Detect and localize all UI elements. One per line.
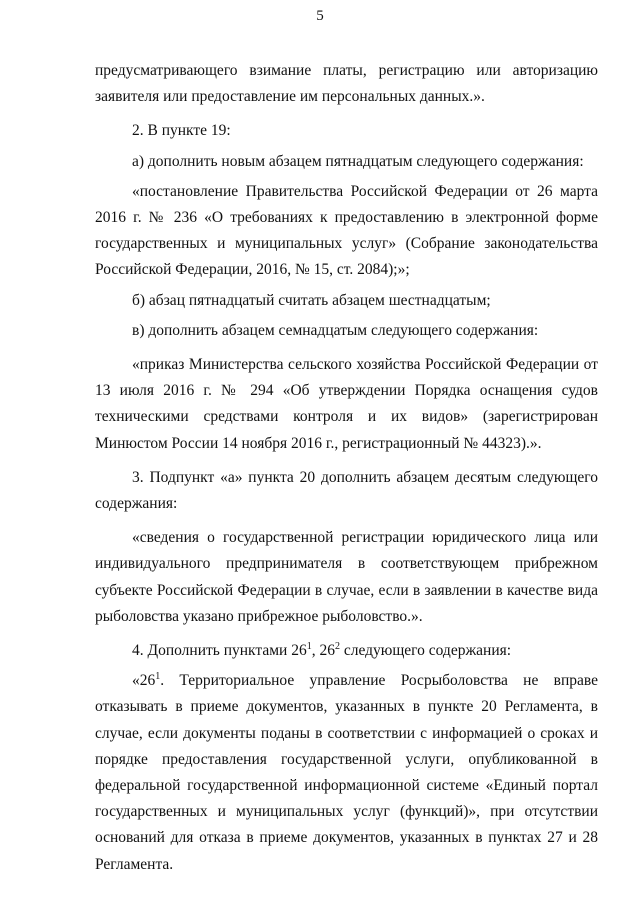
document-body	[95, 58, 598, 878]
quote-26-text-b: . Территориальное управление Росрыболовства не вправе отказывать в приеме документов, указанных в пункте 20 Регламента, в случае, если документы поданы в соответствии с информацией о сроках и порядке предоставления государственной услуги, опубликованной в федеральной государственной информационной системе «Единый портал государственных и муниципальных услуг (функций)», при отсутствии оснований для отказа в приеме документов, указанных в пунктах 27 и 28 Регламента.	[95, 672, 598, 873]
paragraph-item-2c: в) дополнить абзацем семнадцатым следующего содержания:	[132, 321, 539, 339]
item-4-text-a: 4. Дополнить пунктами 26	[132, 642, 307, 660]
item-4-text-b: , 26	[311, 642, 335, 660]
paragraph-item-2b: б) абзац пятнадцатый считать абзацем шестнадцатым;	[132, 291, 491, 309]
paragraph-continuation: предусматривающего взимание платы, регистрацию или авторизацию заявителя или предоставление им персональных данных.».	[95, 62, 598, 106]
paragraph-item-4	[95, 638, 598, 664]
paragraph-item-2a: а) дополнить новым абзацем пятнадцатым следующего содержания:	[132, 152, 584, 170]
item-4-superscript-2: 2	[334, 641, 340, 653]
paragraph-item-2: 2. В пункте 19:	[132, 122, 231, 140]
quote-26-superscript: 1	[155, 671, 161, 683]
paragraph-quote-registration: «сведения о государственной регистрации юридического лица или индивидуального предпринимателя в соответствующем прибрежном субъекте Российской Федерации в случае, если в заявлении в качестве вида рыболовства указано прибрежное рыболовство.».	[95, 529, 598, 625]
paragraph-quote-26-1	[95, 668, 598, 878]
quote-26-text-a: «26	[132, 672, 156, 690]
item-4-superscript-1: 1	[306, 641, 312, 653]
item-4-text-c: следующего содержания:	[339, 642, 512, 660]
paragraph-quote-order: «приказ Министерства сельского хозяйства Российской Федерации от 13 июля 2016 г. № 294 «Об утверждении Порядка оснащения судов техническими средствами контроля и их видов» (зарегистрирован Минюстом России 14 ноября 2016 г., регистрационный № 44323).».	[95, 356, 598, 452]
page-number: 5	[316, 8, 324, 24]
paragraph-quote-decree: «постановление Правительства Российской Федерации от 26 марта 2016 г. № 236 «О требованиях к предоставлению в электронной форме государственных и муниципальных услуг» (Собрание законодательства Российской Федерации, 2016, № 15, ст. 2084);»;	[95, 182, 598, 279]
paragraph-item-3: 3. Подпункт «а» пункта 20 дополнить абзацем десятым следующего содержания:	[95, 468, 598, 513]
